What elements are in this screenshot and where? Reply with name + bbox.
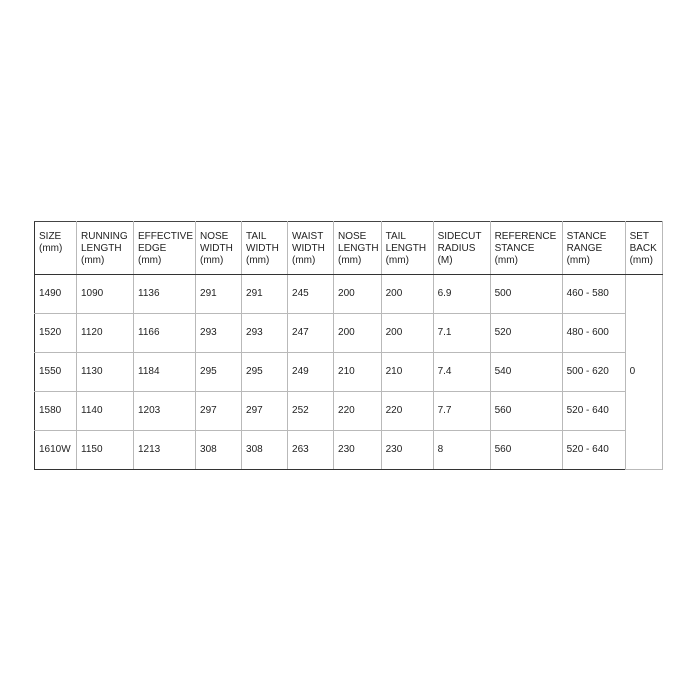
cell-nose-width: 297 xyxy=(196,392,242,431)
cell-reference-stance: 500 xyxy=(490,275,562,314)
cell-tail-length: 200 xyxy=(381,275,433,314)
table-row xyxy=(35,392,663,431)
cell-reference-stance: 560 xyxy=(490,431,562,470)
cell-tail-length: 200 xyxy=(381,314,433,353)
cell-stance-range: 460 - 580 xyxy=(562,275,625,314)
cell-sidecut-radius: 8 xyxy=(433,431,490,470)
cell-nose-length: 220 xyxy=(334,392,382,431)
cell-nose-length: 200 xyxy=(334,314,382,353)
cell-stance-range: 520 - 640 xyxy=(562,431,625,470)
header-effective-edge: EFFECTIVE EDGE (mm) xyxy=(134,222,196,275)
header-size: SIZE (mm) xyxy=(35,222,77,275)
cell-effective-edge: 1203 xyxy=(134,392,196,431)
cell-running-length: 1120 xyxy=(77,314,134,353)
size-chart-table xyxy=(34,221,663,470)
cell-tail-width: 291 xyxy=(242,275,288,314)
cell-running-length: 1150 xyxy=(77,431,134,470)
cell-sidecut-radius: 7.7 xyxy=(433,392,490,431)
header-set-back: SET BACK (mm) xyxy=(625,222,662,275)
cell-waist-width: 245 xyxy=(288,275,334,314)
header-nose-length: NOSE LENGTH (mm) xyxy=(334,222,382,275)
cell-size: 1520 xyxy=(35,314,77,353)
header-sidecut-radius: SIDECUT RADIUS (M) xyxy=(433,222,490,275)
cell-waist-width: 247 xyxy=(288,314,334,353)
cell-size: 1550 xyxy=(35,353,77,392)
cell-stance-range: 480 - 600 xyxy=(562,314,625,353)
cell-tail-length: 220 xyxy=(381,392,433,431)
cell-stance-range: 500 - 620 xyxy=(562,353,625,392)
header-nose-width: NOSE WIDTH (mm) xyxy=(196,222,242,275)
cell-effective-edge: 1184 xyxy=(134,353,196,392)
cell-size: 1490 xyxy=(35,275,77,314)
cell-nose-width: 293 xyxy=(196,314,242,353)
cell-nose-length: 200 xyxy=(334,275,382,314)
cell-waist-width: 249 xyxy=(288,353,334,392)
header-stance-range: STANCE RANGE (mm) xyxy=(562,222,625,275)
cell-nose-width: 291 xyxy=(196,275,242,314)
cell-tail-width: 293 xyxy=(242,314,288,353)
cell-effective-edge: 1213 xyxy=(134,431,196,470)
header-row xyxy=(35,222,663,275)
table-row xyxy=(35,431,663,470)
cell-nose-length: 210 xyxy=(334,353,382,392)
table-row xyxy=(35,314,663,353)
cell-nose-width: 308 xyxy=(196,431,242,470)
cell-reference-stance: 520 xyxy=(490,314,562,353)
cell-nose-length: 230 xyxy=(334,431,382,470)
table-row xyxy=(35,353,663,392)
cell-sidecut-radius: 6.9 xyxy=(433,275,490,314)
header-reference-stance: REFERENCE STANCE (mm) xyxy=(490,222,562,275)
cell-running-length: 1130 xyxy=(77,353,134,392)
cell-reference-stance: 540 xyxy=(490,353,562,392)
cell-reference-stance: 560 xyxy=(490,392,562,431)
header-tail-width: TAIL WIDTH (mm) xyxy=(242,222,288,275)
cell-tail-length: 230 xyxy=(381,431,433,470)
cell-size: 1610W xyxy=(35,431,77,470)
cell-effective-edge: 1136 xyxy=(134,275,196,314)
cell-effective-edge: 1166 xyxy=(134,314,196,353)
cell-tail-width: 295 xyxy=(242,353,288,392)
header-waist-width: WAIST WIDTH (mm) xyxy=(288,222,334,275)
cell-stance-range: 520 - 640 xyxy=(562,392,625,431)
cell-waist-width: 252 xyxy=(288,392,334,431)
cell-tail-length: 210 xyxy=(381,353,433,392)
header-tail-length: TAIL LENGTH (mm) xyxy=(381,222,433,275)
cell-running-length: 1140 xyxy=(77,392,134,431)
cell-sidecut-radius: 7.1 xyxy=(433,314,490,353)
header-running-length: RUNNING LENGTH (mm) xyxy=(77,222,134,275)
cell-waist-width: 263 xyxy=(288,431,334,470)
cell-tail-width: 308 xyxy=(242,431,288,470)
cell-running-length: 1090 xyxy=(77,275,134,314)
cell-set-back: 0 xyxy=(625,275,662,470)
cell-nose-width: 295 xyxy=(196,353,242,392)
cell-tail-width: 297 xyxy=(242,392,288,431)
cell-sidecut-radius: 7.4 xyxy=(433,353,490,392)
cell-size: 1580 xyxy=(35,392,77,431)
table-row xyxy=(35,275,663,314)
